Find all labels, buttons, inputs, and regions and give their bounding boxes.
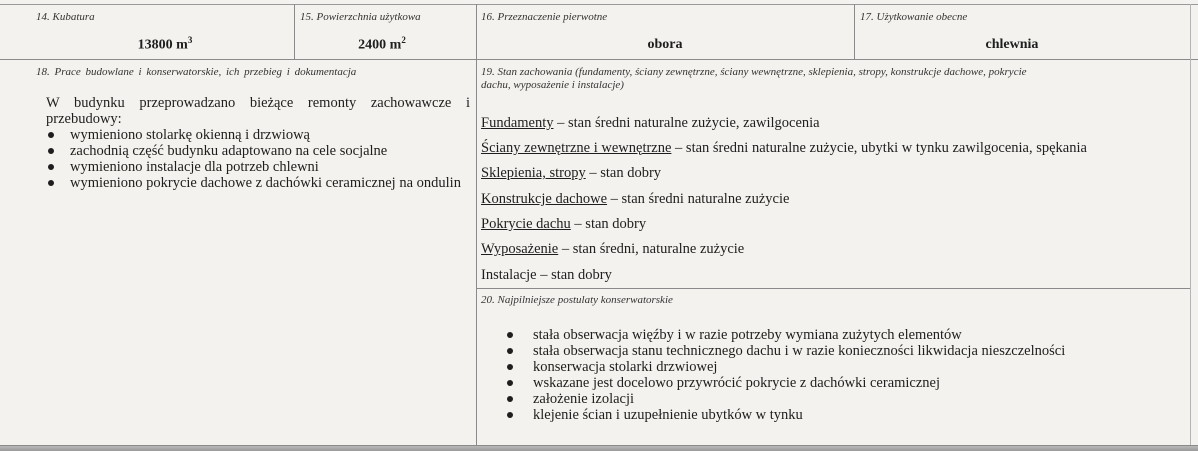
- uzytkowanie-label: 17. Użytkowanie obecne: [860, 11, 968, 23]
- stan-row-fundamenty: Fundamenty – stan średni naturalne zużycie, zawilgocenia: [481, 115, 820, 131]
- list-item: wymieniono stolarkę okienną i drzwiową: [46, 127, 474, 143]
- stan-row-sklepienia: Sklepienia, stropy – stan dobry: [481, 165, 662, 181]
- bullet-icon: [507, 332, 513, 338]
- stan-label-line1: 19. Stan zachowania (fundamenty, ściany zewnętrzne, ściany wewnętrzne, sklepienia, stropy, konstrukcje dachowe, pokrycie: [481, 66, 1027, 78]
- row1-bottom-line: [0, 59, 1198, 60]
- prace-list: [46, 127, 474, 191]
- bullet-icon: [48, 148, 54, 154]
- list-item: klejenie ścian i uzupełnienie ubytków w tynku: [476, 407, 1176, 423]
- bullet-icon: [48, 164, 54, 170]
- list-item: wskazane jest docelowo przywrócić pokrycie z dachówki ceramicznej: [476, 375, 1176, 391]
- postulaty-list: [476, 327, 1176, 423]
- bullet-icon: [507, 364, 513, 370]
- stan-row-pokrycie: Pokrycie dachu – stan dobry: [481, 216, 647, 232]
- bullet-icon: [507, 348, 513, 354]
- section19-bottom-line: [476, 288, 1190, 289]
- kubatura-value: 13800 $m^3$: [137, 35, 193, 53]
- bullet-icon: [48, 180, 54, 186]
- prace-intro: W budynku przeprowadzano bieżące remonty zachowawcze i przebudowy:: [46, 95, 470, 127]
- top-border-line: [0, 4, 1198, 5]
- prace-label: 18. Prace budowlane i konserwatorskie, ich przebieg i dokumentacja: [36, 66, 357, 78]
- stan-label-line2: dachu, wyposażenie i instalacje): [481, 79, 624, 91]
- list-item: wymieniono pokrycie dachowe z dachówki ceramicznej na ondulin: [46, 175, 474, 191]
- right-border: [1190, 4, 1191, 445]
- stan-row-wyposazenie: Wyposażenie – stan średni, naturalne zużycie: [481, 241, 745, 257]
- bullet-icon: [507, 396, 513, 402]
- uzytkowanie-value: chlewnia: [985, 37, 1039, 52]
- bullet-icon: [507, 380, 513, 386]
- kubatura-label: 14. Kubatura: [36, 11, 95, 23]
- postulaty-label: 20. Najpilniejsze postulaty konserwatorskie: [481, 294, 673, 306]
- list-item: wymieniono instalacje dla potrzeb chlewni: [46, 159, 474, 175]
- powierzchnia-label: 15. Powierzchnia użytkowa: [300, 11, 421, 23]
- list-item: zachodnią część budynku adaptowano na cele socjalne: [46, 143, 474, 159]
- stan-row-instalacje: Instalacje – stan dobry: [481, 267, 612, 283]
- stan-row-sciany: Ściany zewnętrzne i wewnętrzne – stan średni naturalne zużycie, ubytki w tynku zawilgocenia, spękania: [481, 140, 1087, 156]
- bullet-icon: [48, 132, 54, 138]
- przeznaczenie-value: obora: [647, 37, 683, 52]
- list-item: stała obserwacja więźby i w razie potrzeby wymiana zużytych elementów: [476, 327, 1176, 343]
- przeznaczenie-label: 16. Przeznaczenie pierwotne: [481, 11, 608, 23]
- bottom-edge-band: [0, 446, 1198, 451]
- bullet-icon: [507, 412, 513, 418]
- list-item: konserwacja stolarki drzwiowej: [476, 359, 1176, 375]
- list-item: założenie izolacji: [476, 391, 1176, 407]
- list-item: stała obserwacja stanu technicznego dachu i w razie konieczności likwidacja nieszczelności: [476, 343, 1176, 359]
- powierzchnia-value: 2400 $m^2$: [358, 35, 406, 53]
- stan-row-konstrukcje: Konstrukcje dachowe – stan średni naturalne zużycie: [481, 191, 790, 207]
